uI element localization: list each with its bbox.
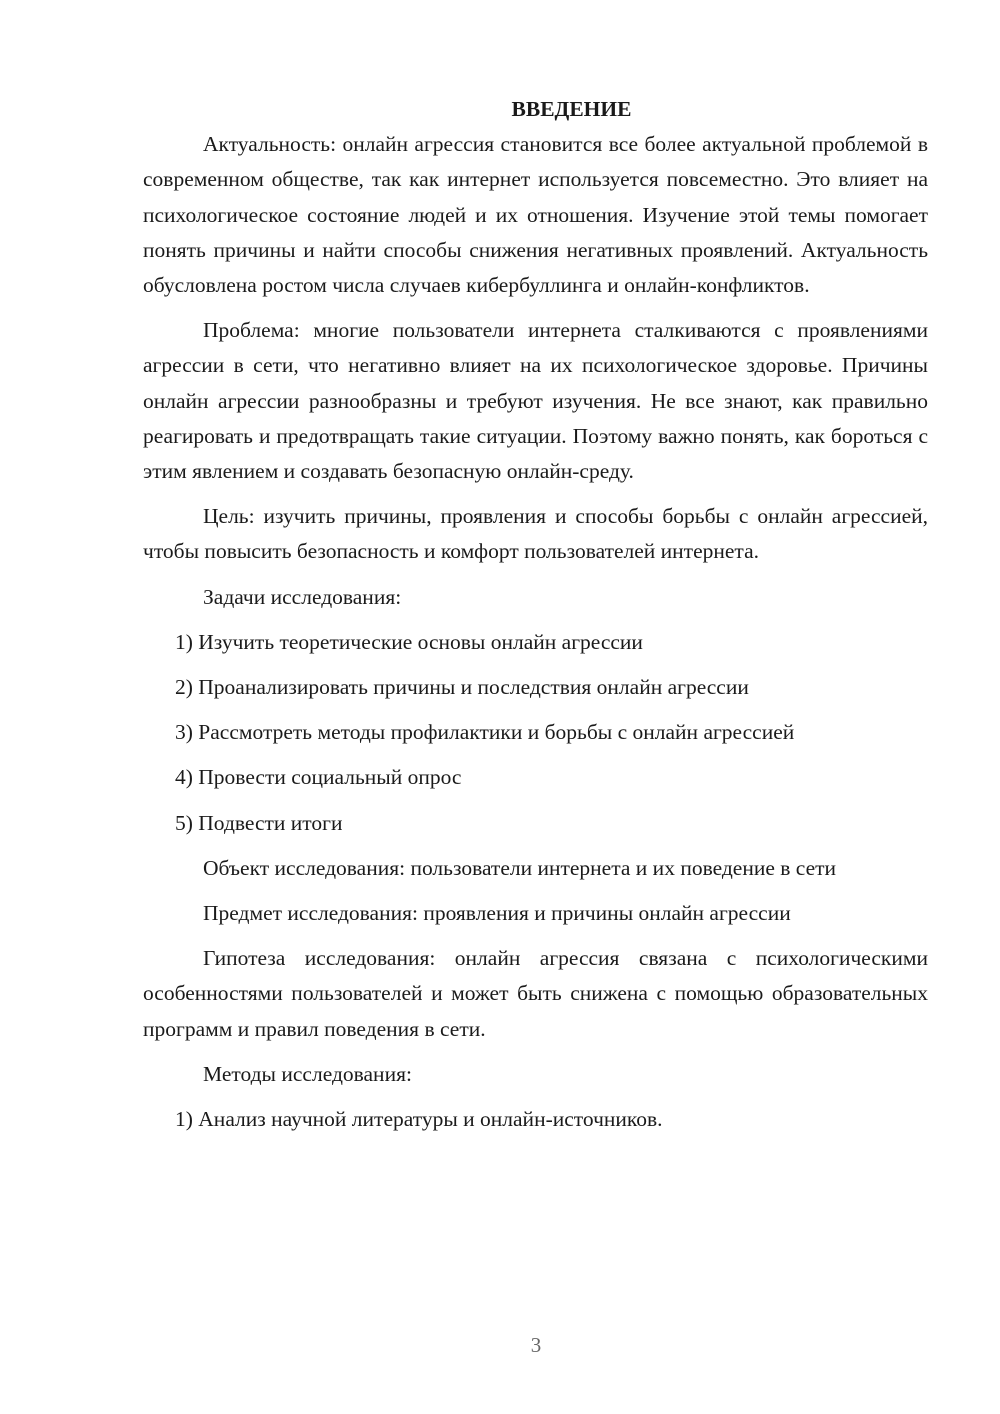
goal-paragraph: Цель: изучить причины, проявления и способы борьбы с онлайн агрессией, чтобы повысить безопасность и комфорт пользователей интернета. [143,504,928,564]
page-title: ВВЕДЕНИЕ [511,97,632,121]
methods-label: Методы исследования: [203,1061,412,1086]
hypothesis-paragraph: Гипотеза исследования: онлайн агрессия связана с психологическими особенностями пользователей и может быть снижена с помощью образовательных программ и правил поведения в сети. [143,946,928,1041]
subject-paragraph: Предмет исследования: проявления и причины онлайн агрессии [203,901,791,926]
task-item: 3) Рассмотреть методы профилактики и борьбы с онлайн агрессией [175,720,795,745]
task-item: 2) Проанализировать причины и последствия онлайн агрессии [175,675,749,700]
relevance-paragraph: Актуальность: онлайн агрессия становится все более актуальной проблемой в современном обществе, так как интернет используется повсеместно. Это влияет на психологическое состояние людей и их отношения. Изучение этой темы помогает понять причины и найти способы снижения негативных проявлений. Актуальность обусловлена ростом числа случаев кибербуллинга и онлайн-конфликтов. [143,132,928,298]
page-number: 3 [530,1333,542,1357]
method-item: 1) Анализ научной литературы и онлайн-источников. [175,1107,663,1132]
tasks-label: Задачи исследования: [203,584,402,609]
object-paragraph: Объект исследования: пользователи интернета и их поведение в сети [203,855,837,880]
task-item: 1) Изучить теоретические основы онлайн агрессии [175,629,643,654]
task-item: 5) Подвести итоги [175,810,343,835]
problem-paragraph: Проблема: многие пользователи интернета сталкиваются с проявлениями агрессии в сети, что негативно влияет на их психологическое здоровье. Причины онлайн агрессии разнообразны и требуют изучения. Не все знают, как правильно реагировать и предотвращать такие ситуации. Поэтому важно понять, как бороться с этим явлением и создавать безопасную онлайн-среду. [143,318,928,484]
task-item: 4) Провести социальный опрос [175,765,462,790]
page-content [143,92,928,1137]
